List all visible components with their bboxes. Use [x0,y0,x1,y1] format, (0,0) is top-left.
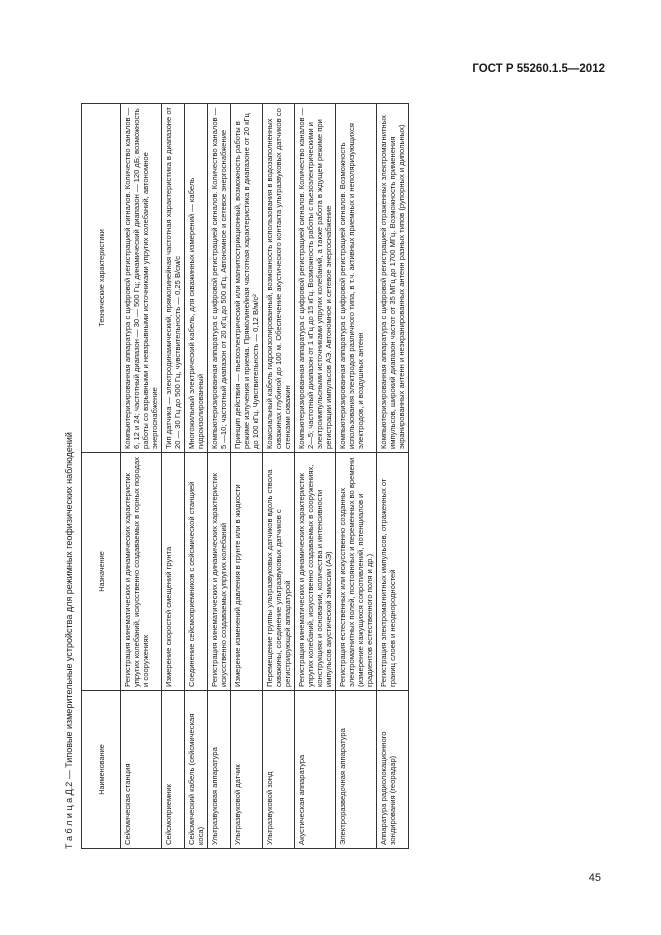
cell-name: Ультразвуковой зонд [263,691,295,849]
cell-name: Сейсмическая станция [121,691,162,849]
table-row [121,104,162,849]
cell-purpose: Регистрация естественных или искусственно созданных электромагнитных полей, постоянных и переменных во времени (измерение кажущихся сопротивлений, потенциалов и градиентов естественного поля и др.) [336,453,377,691]
page-number: 45 [588,872,601,884]
cell-purpose: Измерение скоростей смещений грунта [162,453,185,691]
cell-purpose: Соединение сейсмоприемников с сейсмической станцией [185,453,208,691]
table-row [377,104,409,849]
table-caption: Т а б л и ц а Д.2 — Типовые измерительные устройства для режимных геофизических наблюдений [64,432,74,849]
cell-purpose: Регистрация кинематических и динамических характеристик упругих колебаний, искусственно создаваемых в горных породах и сооружениях [121,453,162,691]
cell-specs: Многожильный электрический кабель, для скважинных измерений — кабель гидроизолированный [185,104,208,453]
cell-specs: Компьютеризированная аппаратура с цифровой регистрацией отраженных электромагнитных импульсов, широкий диапазон частот от 35 МГц до 1700 МГц. Возможность применения экранированных антенн и неэкранированных антенн разных типов (рупорных и дипольных) [377,104,409,453]
table-row [231,104,263,849]
cell-purpose: Регистрация электромагнитных импульсов, отраженных от границ слоев и неоднородностей [377,453,409,691]
cell-name: Акустическая аппаратура [295,691,336,849]
column-header-specs: Технические характеристики [82,104,121,453]
cell-name: Ультразвуковой датчик [231,691,263,849]
column-header-purpose: Назначение [82,453,121,691]
table-header-row [82,104,121,849]
document-header: ГОСТ Р 55260.1.5—2012 [472,63,605,75]
table-row [263,104,295,849]
cell-specs: Тип датчика — электродинамический, прямолинейная частотная характеристика в диапазоне от 20 — 30 Гц до 500 Гц, чувствительность — 0,25 В/см/с [162,104,185,453]
table-row [295,104,336,849]
cell-specs: Компьютеризированная аппаратура с цифровой регистрацией сигналов. Возможность использования электродов различного типа, в т.ч. активных приемных и неполяризующихся электродов, и воздушных антенн [336,104,377,453]
cell-purpose: Регистрация кинематических и динамических характеристик упругих колебаний, искусственно создаваемых в сооружениях, конструкциях и основании, количества и интенсивности импульсов акустической эмиссии (АЭ) [295,453,336,691]
cell-name: Ультразвуковая аппаратура [208,691,231,849]
devices-table [81,103,409,849]
cell-name: Аппаратура радиолокационного зондирования (георадар) [377,691,409,849]
cell-specs: Компьютеризированная аппаратура с цифровой регистрацией сигналов. Количество каналов — 5 —10; частотный диапазон от 20 кГц до 500 кГц. Автономное и сетевое энергоснабжение [208,104,231,453]
cell-name: Электроразведочная аппаратура [336,691,377,849]
table-row [162,104,185,849]
cell-purpose: Измерение изменений давления в грунте или в жидкости [231,453,263,691]
cell-specs: Коаксиальный кабель гидроизолированный, возможность использования в водозаполненных скважинах глубиной до 100 м. Обеспечение акустического контакта ультразвуковых датчиков со стенками скважин [263,104,295,453]
cell-purpose: Регистрация кинематических и динамических характеристик искусственно создаваемых упругих колебаний [208,453,231,691]
rotated-table-block [64,104,514,849]
table-row [208,104,231,849]
column-header-name: Наименование [82,691,121,849]
cell-name: Сейсмический кабель (сейсмическая коса) [185,691,208,849]
cell-specs: Компьютеризированная аппаратура с цифровой регистрацией сигналов. Количество каналов — 6, 12 и 24; частотный диапазон — 30 — 500 Гц; динамический диапазон — 120 дБ; возможность работы со взрывными и невзрывными источниками упругих колебаний, автономное энергоснабжение [121,104,162,453]
cell-purpose: Перемещение группы ультразвуковых датчиков вдоль ствола скважины, соединение ультразвуковых датчиков с регистрирующей аппаратурой [263,453,295,691]
table-row [185,104,208,849]
cell-name: Сейсмоприемник [162,691,185,849]
cell-specs: Компьютеризированная аппаратура с цифровой регистрацией сигналов. Количество каналов — 2—5; частотный диапазон от 1 кГц до 15 кГц. Возможность работы с пьезоэлектрическими и электроимпульсными источниками упругих колебаний, а также работа в ждущем режиме при регистрации импульсов АЭ. Автономное и сетевое энергоснабжение [295,104,336,453]
cell-specs: Принцип действия — пьезоэлектрический или магнитострикционный, возможность работы в режиме излучения и приема. Прямолинейная частотная характеристика в диапазоне от 20 кГц до 100 кГц. Чувствительность — 0,12 В/м/с² [231,104,263,453]
table-row [336,104,377,849]
